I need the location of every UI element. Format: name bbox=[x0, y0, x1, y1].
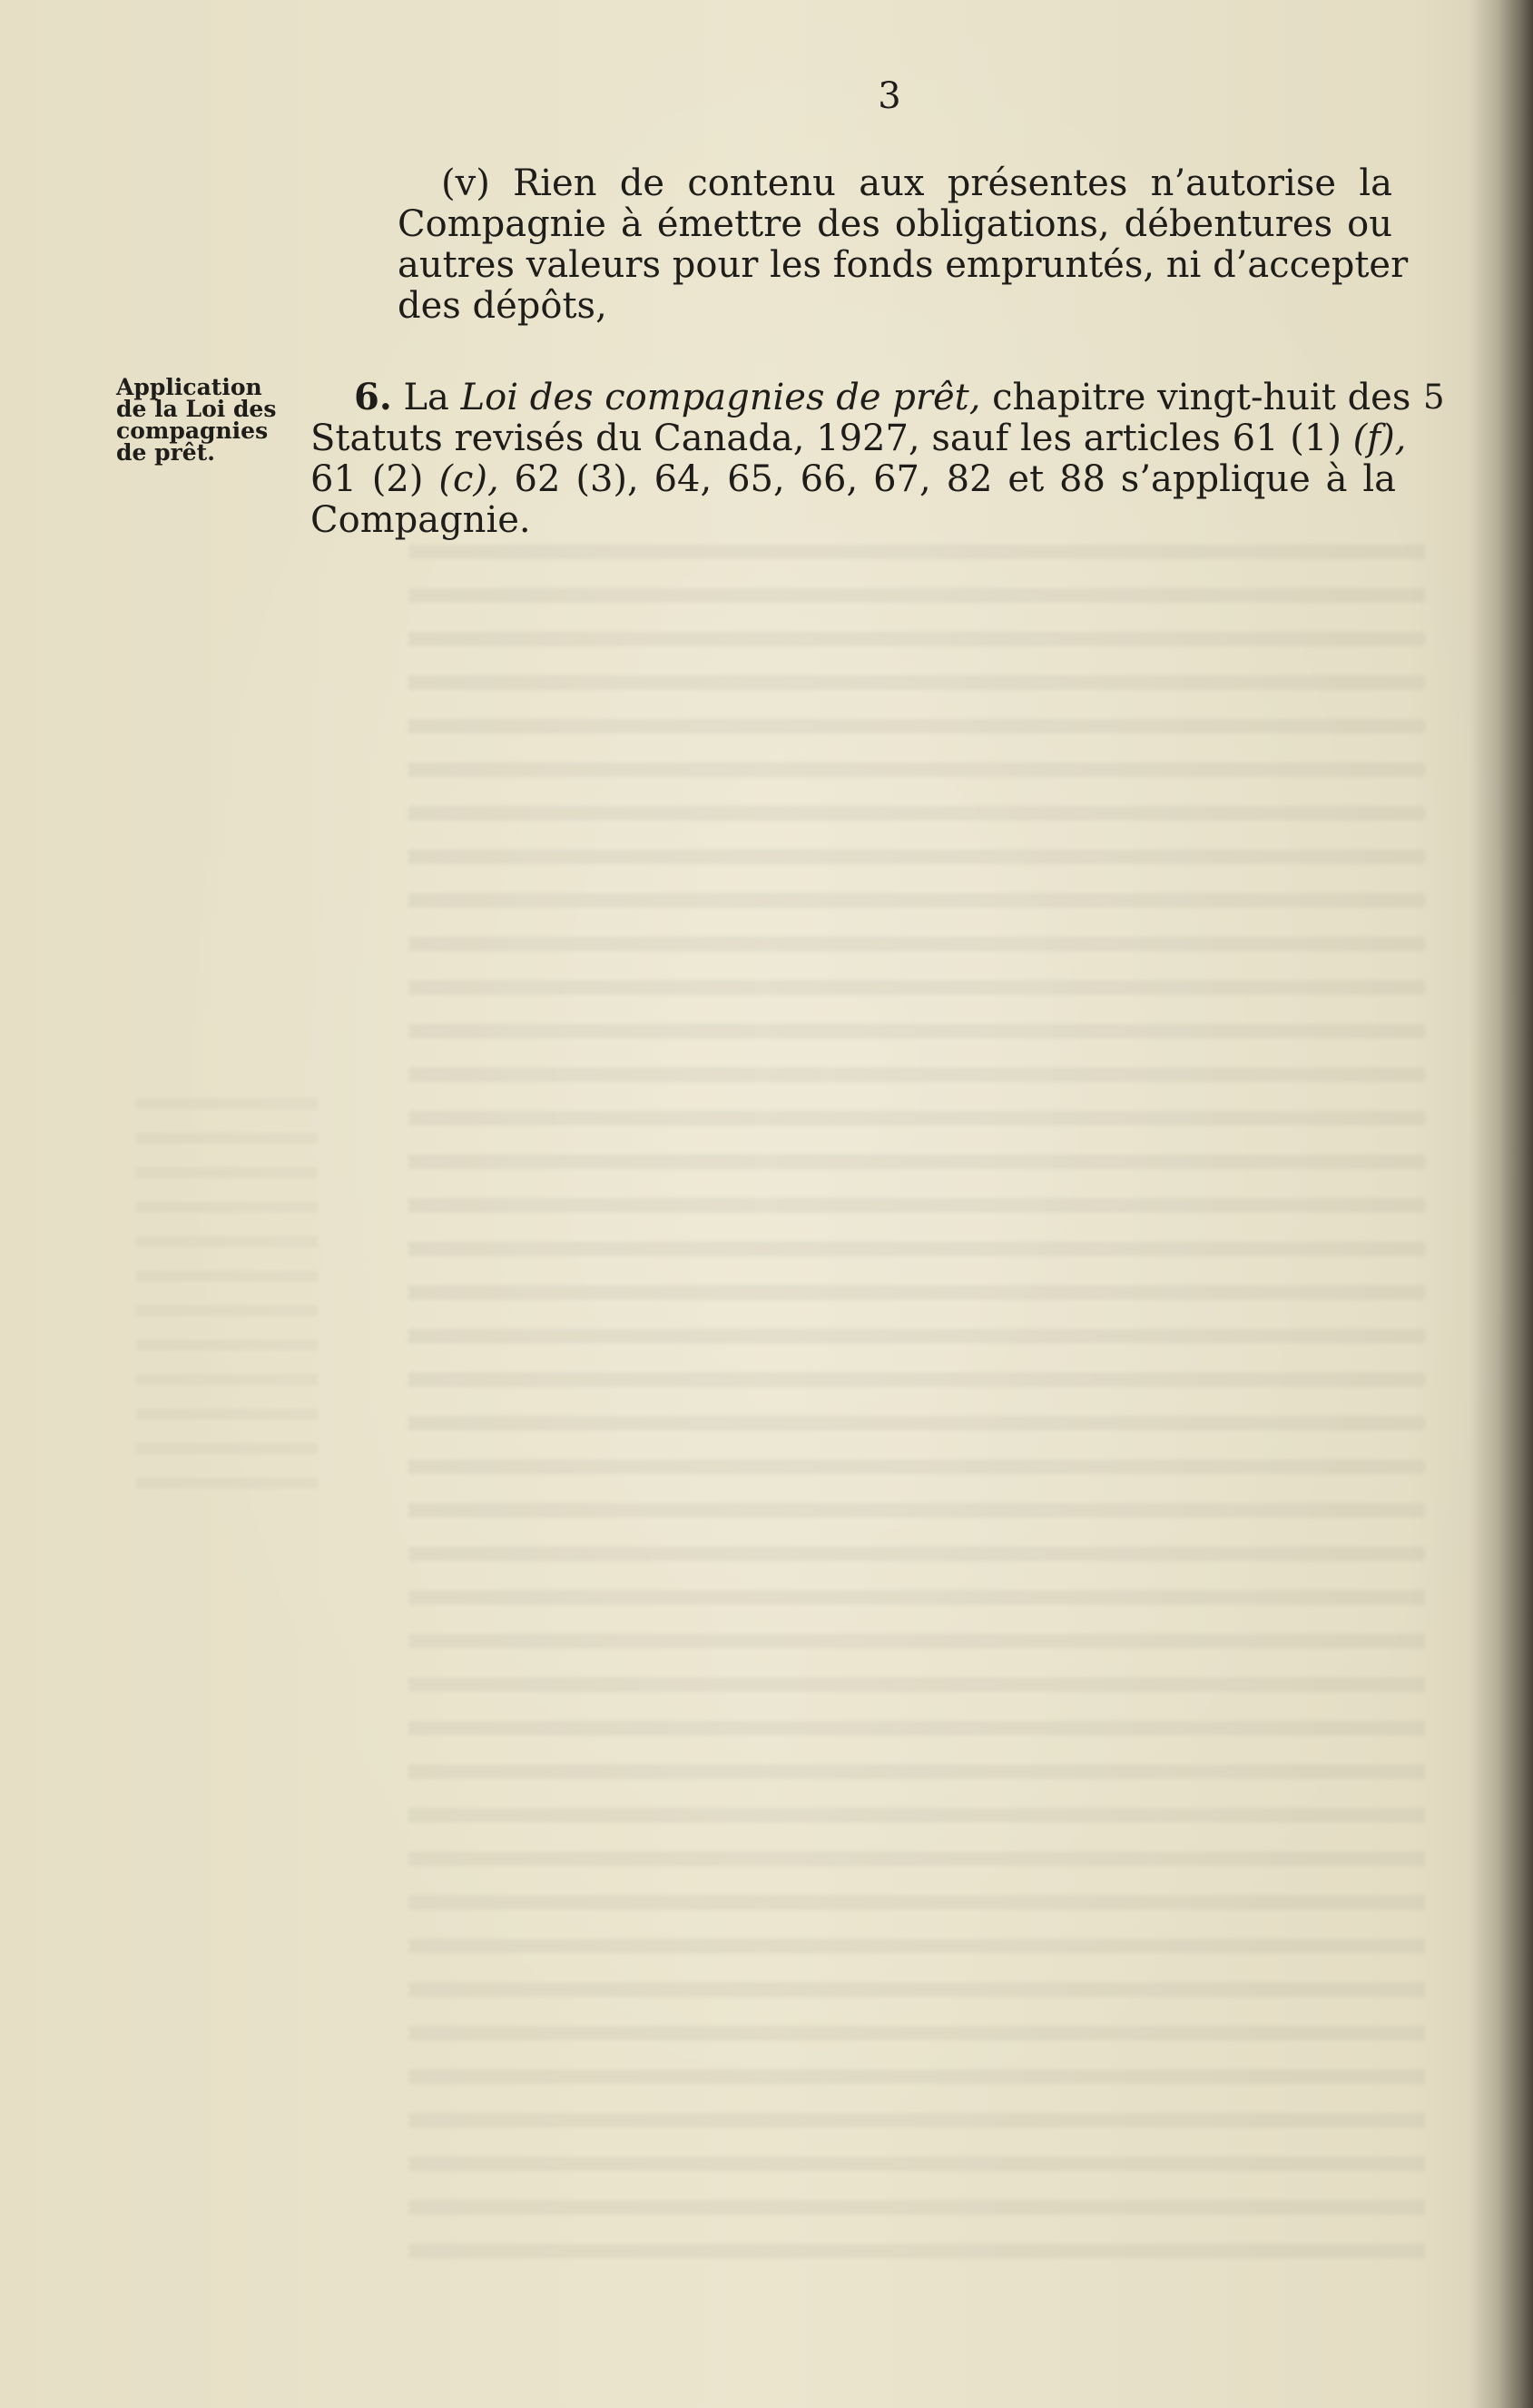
act-title-italic: Loi des compagnies de prêt, bbox=[460, 377, 981, 418]
section-6-line-1-b: chapitre vingt-huit des bbox=[980, 377, 1411, 418]
section-6-line-1-a: La bbox=[403, 377, 461, 418]
margin-note-line-4: de prêt. bbox=[116, 439, 215, 466]
paragraph-v-line-3: autres valeurs pour les fonds empruntés, ni d’accepter bbox=[398, 244, 1409, 286]
binding-shadow bbox=[1469, 0, 1533, 2408]
section-6-line-1 bbox=[310, 376, 1411, 418]
section-6-line-2 bbox=[310, 418, 1407, 459]
margin-note-line-1: Application bbox=[116, 374, 262, 400]
clause-f-italic: (f), bbox=[1352, 418, 1407, 459]
section-6-line-2-a: Statuts revisés du Canada, 1927, sauf les articles 61 (1) bbox=[310, 418, 1353, 459]
margin-note-section-6 bbox=[116, 374, 280, 466]
paragraph-v-line-1: (v) Rien de contenu aux présentes n’autorise la bbox=[441, 162, 1392, 204]
section-6-line-3-b: 62 (3), 64, 65, 66, 67, 82 et 88 s’applique à la bbox=[498, 458, 1396, 500]
bleed-through-text bbox=[408, 545, 1425, 2269]
section-6-line-3 bbox=[310, 459, 1396, 500]
paragraph-v bbox=[398, 162, 1409, 327]
section-6-paragraph bbox=[310, 376, 1411, 541]
bleed-through-margin-notes bbox=[136, 1098, 318, 1507]
page-number: 3 bbox=[878, 75, 901, 117]
margin-note-line-3: compagnies bbox=[116, 418, 269, 444]
paragraph-v-line-4: des dépôts, bbox=[398, 285, 607, 327]
section-number: 6. bbox=[354, 376, 392, 418]
section-6-line-4: Compagnie. bbox=[310, 499, 531, 541]
section-6-line-3-a: 61 (2) bbox=[310, 458, 439, 500]
clause-c-italic: (c), bbox=[438, 458, 499, 500]
line-number: 5 bbox=[1423, 378, 1445, 417]
paragraph-v-line-2: Compagnie à émettre des obligations, débentures ou bbox=[398, 203, 1392, 245]
margin-note-line-2: de la Loi des bbox=[116, 396, 277, 422]
